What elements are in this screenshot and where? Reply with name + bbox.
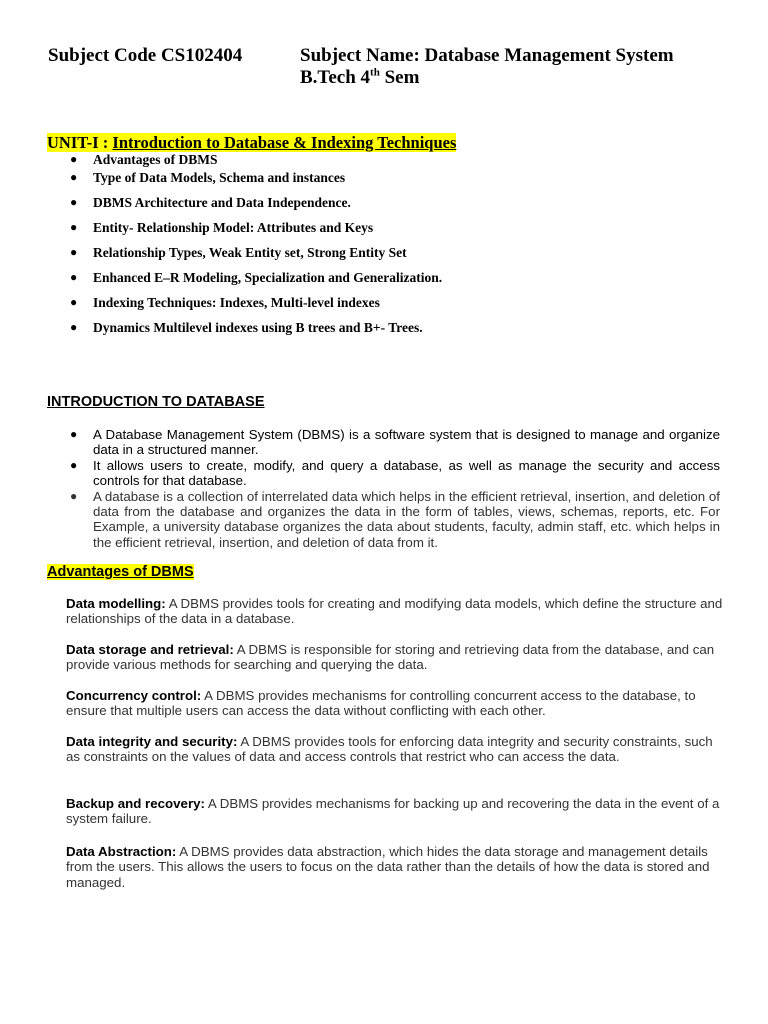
advantage-term: Data Abstraction:	[66, 844, 177, 859]
header-row	[48, 44, 748, 68]
advantage-text: A DBMS provides tools for enforcing data integrity and security constraints, such as constraints on the values of data and access controls that restrict who can access the data.	[66, 734, 713, 765]
topic-text: Dynamics Multilevel indexes using B trees and B+- Trees.	[93, 320, 423, 335]
list-item	[70, 151, 442, 168]
semester-prefix: B.Tech 4	[300, 67, 371, 88]
advantage-term: Concurrency control:	[66, 688, 202, 703]
intro-text: A Database Management System (DBMS) is a software system that is designed to manage and organize data in a structured manner.	[93, 427, 720, 458]
advantage-item	[66, 642, 726, 673]
list-item	[70, 269, 442, 286]
unit-highlight	[47, 133, 456, 152]
semester-superscript: th	[370, 66, 380, 79]
document-header	[48, 44, 748, 88]
bullet-icon: ●	[70, 220, 78, 234]
advantage-text: A DBMS provides mechanisms for controlling concurrent access to the database, to ensure that multiple users can access the data without conflicting with each other.	[66, 688, 696, 719]
intro-title: INTRODUCTION TO DATABASE	[47, 394, 265, 410]
advantage-text: A DBMS provides mechanisms for backing up and recovering the data in the event of a system failure.	[66, 796, 720, 827]
list-item	[70, 194, 442, 211]
semester-suffix: Sem	[379, 67, 420, 88]
bullet-icon: ●	[70, 170, 78, 184]
list-item	[70, 427, 720, 458]
bullet-icon: ●	[70, 270, 78, 284]
advantage-term: Data modelling:	[66, 596, 166, 611]
topic-text: Advantages of DBMS	[93, 152, 218, 167]
list-item	[70, 458, 720, 489]
unit-title	[47, 133, 456, 153]
list-item	[70, 219, 442, 236]
list-item	[70, 319, 442, 336]
advantage-term: Data integrity and security:	[66, 734, 238, 749]
topic-text: Entity- Relationship Model: Attributes and Keys	[93, 220, 374, 235]
bullet-icon: ●	[70, 245, 78, 259]
subject-name: Subject Name: Database Management System	[300, 45, 674, 66]
semester	[300, 68, 748, 88]
list-item	[70, 294, 442, 311]
unit-name: Introduction to Database & Indexing Techniques	[112, 133, 457, 152]
topic-text: DBMS Architecture and Data Independence.	[93, 195, 351, 210]
advantage-term: Data storage and retrieval:	[66, 642, 234, 657]
list-item	[70, 489, 720, 551]
subject-code: Subject Code CS102404	[48, 45, 243, 66]
advantages-highlight: Advantages of DBMS	[47, 564, 194, 580]
topic-text: Relationship Types, Weak Entity set, Strong Entity Set	[93, 245, 407, 260]
advantage-text: A DBMS provides data abstraction, which hides the data storage and management details from the users. This allows the users to focus on the data rather than the details of how the data is stored and managed.	[66, 844, 710, 890]
bullet-icon: ●	[70, 427, 78, 441]
bullet-icon: ●	[70, 295, 78, 309]
advantage-term: Backup and recovery:	[66, 796, 205, 811]
topic-list	[70, 151, 442, 336]
topic-text: Type of Data Models, Schema and instances	[93, 170, 346, 185]
intro-text: A database is a collection of interrelated data which helps in the efficient retrieval, insertion, and deletion of data from the database and organizes the data in the form of tables, views, schemas, reports, etc. For Example, a university database organizes the data about students, faculty, admin staff, etc. which helps in the efficient retrieval, insertion, and deletion of data from it.	[93, 488, 720, 550]
advantage-text: A DBMS provides tools for creating and modifying data models, which define the structure and relationships of the data in a database.	[66, 596, 723, 627]
advantage-item	[66, 844, 726, 890]
bullet-icon: ●	[70, 152, 78, 166]
list-item	[70, 169, 442, 186]
topic-text: Indexing Techniques: Indexes, Multi-level indexes	[93, 295, 380, 310]
unit-prefix: UNIT-I :	[47, 133, 113, 152]
list-item	[70, 244, 442, 261]
intro-text: It allows users to create, modify, and query a database, as well as manage the security and access controls for that database.	[93, 457, 720, 489]
advantage-text: A DBMS is responsible for storing and retrieving data from the database, and can provide various methods for searching and querying the data.	[66, 642, 715, 673]
bullet-icon: ●	[70, 488, 78, 503]
intro-list	[70, 427, 720, 550]
topic-text: Enhanced E–R Modeling, Specialization and Generalization.	[93, 270, 443, 285]
advantages-title	[47, 563, 194, 581]
bullet-icon: ●	[70, 457, 78, 472]
advantage-item	[66, 688, 726, 719]
bullet-icon: ●	[70, 320, 78, 334]
advantage-item	[66, 596, 726, 627]
bullet-icon: ●	[70, 195, 78, 209]
advantage-item	[66, 734, 726, 765]
advantage-item	[66, 796, 726, 827]
